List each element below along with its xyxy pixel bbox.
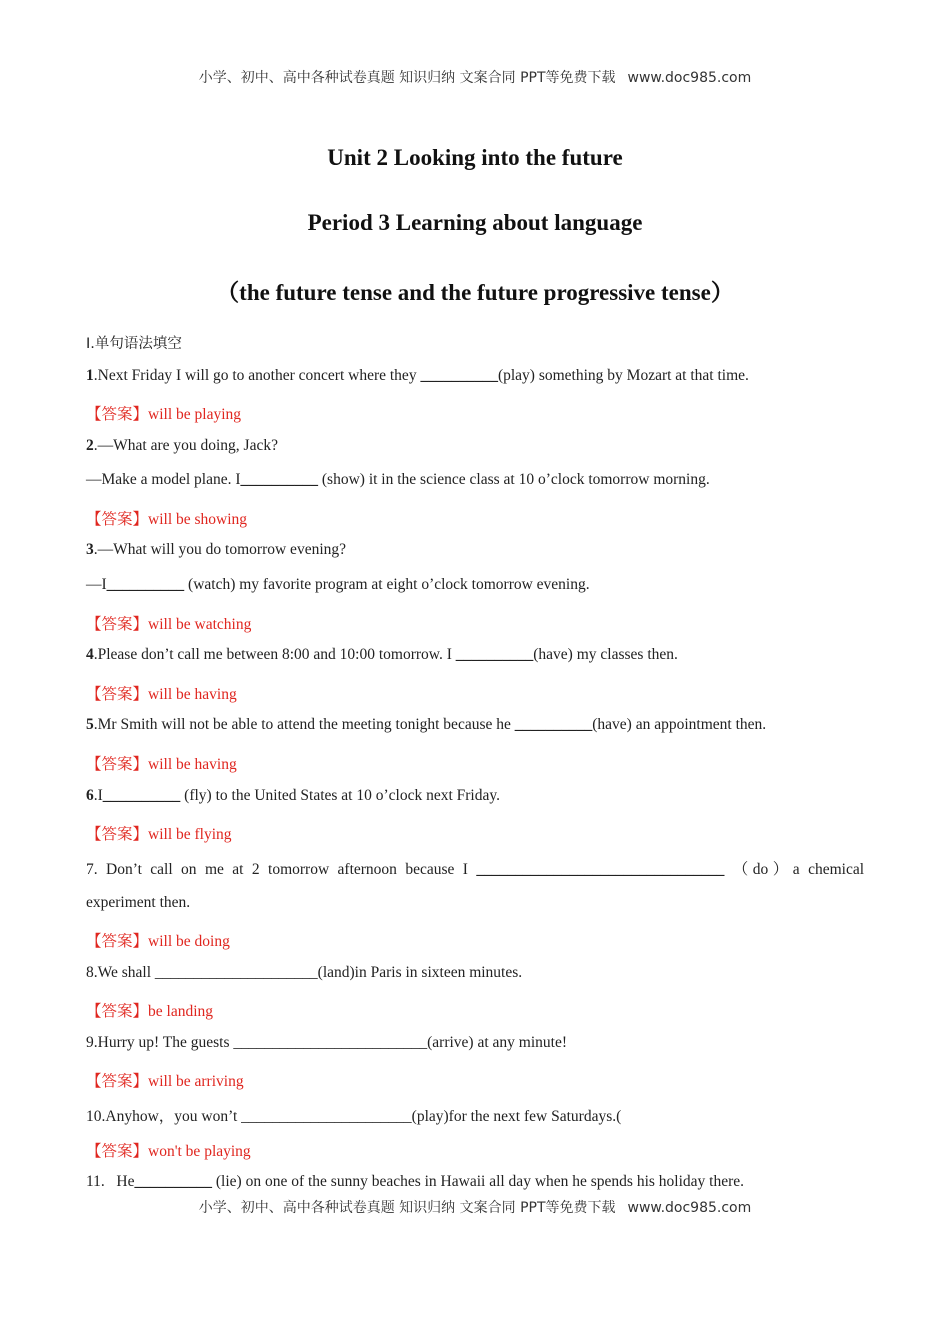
- answer-tag: 【答案】: [86, 826, 149, 843]
- answer-tag: 【答案】: [86, 933, 149, 950]
- header-text: 小学、初中、高中各种试卷真题 知识归纳 文案合同 PPT等免费下载: [198, 70, 616, 86]
- answer-text: will be playing: [148, 406, 242, 423]
- question-2-line-2: [86, 471, 710, 489]
- answer-blank: __________: [134, 1173, 212, 1190]
- title-period: Period 3 Learning about language: [307, 210, 643, 235]
- title-subtitle: （the future tense and the future progressive tense）: [216, 280, 734, 305]
- question-number: 6: [86, 787, 94, 804]
- answer-blank: ______________________: [241, 1108, 412, 1125]
- answer-tag: 【答案】: [86, 511, 149, 528]
- answer-5: [86, 752, 237, 774]
- answer-3: [86, 612, 251, 634]
- question-number: 5: [86, 716, 94, 733]
- question-text: (play)for the next few Saturdays.(: [411, 1108, 622, 1125]
- answer-blank: __________: [455, 646, 534, 663]
- question-text: 11. He: [86, 1173, 135, 1190]
- page-footer: [0, 1197, 950, 1217]
- answer-blank: __________: [514, 716, 593, 733]
- answer-tag: 【答案】: [86, 406, 149, 423]
- page-header: [0, 67, 950, 87]
- question-text: (lie) on one of the sunny beaches in Hawaii all day when he spends his holiday there.: [212, 1173, 745, 1190]
- answer-text: will be doing: [148, 933, 230, 950]
- question-text: (fly) to the United States at 10 o’clock next Friday.: [180, 787, 500, 804]
- question-2-line-1: [86, 437, 278, 455]
- answer-2: [86, 507, 247, 529]
- answer-text: will be having: [148, 686, 237, 703]
- answer-blank: ________________________________: [476, 861, 725, 878]
- question-1: [86, 367, 749, 385]
- question-4: [86, 646, 678, 664]
- footer-text: 小学、初中、高中各种试卷真题 知识归纳 文案合同 PPT等免费下载: [198, 1200, 616, 1216]
- question-text: —Make a model plane. I: [86, 471, 241, 488]
- question-11: [86, 1173, 744, 1191]
- question-3-line-2: [86, 576, 590, 594]
- question-number: 4: [86, 646, 94, 663]
- question-text: (have) an appointment then.: [592, 716, 767, 733]
- answer-tag: 【答案】: [86, 1143, 149, 1160]
- question-text: .I: [93, 787, 103, 804]
- answer-text: will be watching: [148, 616, 252, 633]
- header-url[interactable]: www.doc985.com: [627, 70, 752, 86]
- question-9: [86, 1034, 567, 1052]
- answer-blank: __________: [102, 787, 181, 804]
- answer-blank: __________: [106, 576, 185, 593]
- answer-7: [86, 929, 230, 951]
- question-text: (play) something by Mozart at that time.: [497, 367, 749, 384]
- question-text: (show) it in the science class at 10 o’clock tomorrow morning.: [318, 471, 710, 488]
- question-text: 7. Don’t call on me at 2 tomorrow afternoon because I: [86, 861, 468, 878]
- question-text: .—What will you do tomorrow evening?: [93, 541, 347, 558]
- answer-10: [86, 1139, 251, 1161]
- question-text: 10.Anyhow，you won’t: [86, 1108, 242, 1125]
- question-text: .Next Friday I will go to another concert where they: [93, 367, 421, 384]
- question-text: .Please don’t call me between 8:00 and 10:00 tomorrow. I: [93, 646, 456, 663]
- question-text: 8.We shall: [86, 964, 155, 981]
- question-text: (watch) my favorite program at eight o’clock tomorrow evening.: [184, 576, 590, 593]
- answer-tag: 【答案】: [86, 686, 149, 703]
- title-unit: Unit 2 Looking into the future: [327, 145, 623, 170]
- answer-blank: __________: [420, 367, 498, 384]
- question-text: (land)in Paris in sixteen minutes.: [317, 964, 523, 981]
- question-6: [86, 787, 500, 805]
- question-number: 1: [86, 367, 94, 384]
- answer-tag: 【答案】: [86, 1073, 149, 1090]
- answer-1: [86, 402, 241, 424]
- question-7-line-1: [86, 857, 864, 879]
- question-8: [86, 964, 522, 982]
- question-text: —I: [86, 576, 107, 593]
- question-text: （do）a chemical: [732, 861, 865, 878]
- question-text: 9.Hurry up! The guests: [86, 1034, 234, 1051]
- answer-tag: 【答案】: [86, 1003, 149, 1020]
- answer-blank: _____________________: [154, 964, 318, 981]
- section-label: I.单句语法填空: [86, 336, 182, 352]
- question-number: 3: [86, 541, 94, 558]
- answer-text: be landing: [148, 1003, 214, 1020]
- answer-blank: __________: [240, 471, 319, 488]
- question-7-line-2: experiment then.: [86, 894, 191, 911]
- answer-text: will be having: [148, 756, 237, 773]
- question-text: .—What are you doing, Jack?: [93, 437, 278, 454]
- question-3-line-1: [86, 541, 346, 559]
- question-text: (have) my classes then.: [533, 646, 678, 663]
- footer-url[interactable]: www.doc985.com: [627, 1200, 752, 1216]
- question-5: [86, 716, 766, 734]
- answer-text: won't be playing: [148, 1143, 251, 1160]
- question-number: 2: [86, 437, 94, 454]
- answer-text: will be arriving: [148, 1073, 244, 1090]
- answer-blank: _________________________: [233, 1034, 428, 1051]
- answer-text: will be flying: [148, 826, 232, 843]
- answer-9: [86, 1069, 244, 1091]
- question-10: [86, 1104, 621, 1126]
- answer-6: [86, 822, 232, 844]
- answer-tag: 【答案】: [86, 616, 149, 633]
- answer-text: will be showing: [148, 511, 248, 528]
- answer-tag: 【答案】: [86, 756, 149, 773]
- answer-4: [86, 682, 237, 704]
- question-text: .Mr Smith will not be able to attend the meeting tonight because he: [93, 716, 515, 733]
- question-text: (arrive) at any minute!: [427, 1034, 567, 1051]
- answer-8: [86, 999, 213, 1021]
